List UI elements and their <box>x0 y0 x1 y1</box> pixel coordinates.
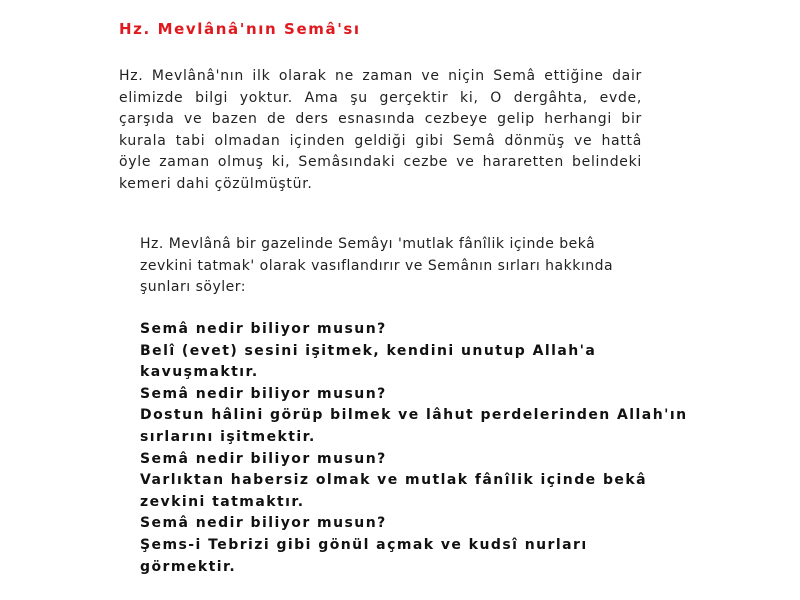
lead-line: zevkini tatmak' olarak vasıflandırır ve Semânın sırları hakkında <box>140 257 614 274</box>
lead-paragraph <box>140 234 620 299</box>
poem-line: görmektir. <box>140 558 237 575</box>
poem-line: kavuşmaktır. <box>140 364 259 381</box>
poem-block <box>140 319 700 578</box>
intro-line: elimizde bilgi yoktur. Ama şu gerçektir ki, O dergâhta, evde, <box>119 89 642 106</box>
intro-line: öyle zaman olmuş ki, Semâsındaki cezbe ve hararetten belindeki <box>119 154 642 170</box>
page-title: Hz. Mevlânâ'nın Semâ'sı <box>119 20 361 38</box>
poem-line: Belî (evet) sesini işitmek, kendini unutup Allah'a <box>140 342 597 359</box>
poem-line: Dostun hâlini görüp bilmek ve lâhut perdelerinden Allah'ın <box>140 407 688 424</box>
poem-line: Semâ nedir biliyor musun? <box>140 385 387 402</box>
intro-line: Hz. Mevlânâ'nın ilk olarak ne zaman ve niçin Semâ ettiğine dair <box>119 68 642 84</box>
poem-line: Semâ nedir biliyor musun? <box>140 515 387 532</box>
intro-paragraph <box>119 66 642 195</box>
poem-line: sırlarını işitmektir. <box>140 428 316 445</box>
lead-line: şunları söyler: <box>140 279 246 295</box>
intro-line: çarşıda ve bazen de ders esnasında cezbeye gelip herhangi bir <box>119 111 642 127</box>
intro-line: kemeri dahi çözülmüştür. <box>119 175 313 192</box>
intro-line: kurala tabi olmadan içinden geldiği gibi Semâ dönmüş ve hattâ <box>119 132 642 149</box>
poem-line: Şems-i Tebrizi gibi gönül açmak ve kudsî nurları <box>140 536 588 553</box>
lead-line: Hz. Mevlânâ bir gazelinde Semâyı 'mutlak fânîlik içinde bekâ <box>140 236 596 252</box>
poem-line: Varlıktan habersiz olmak ve mutlak fânîlik içinde bekâ <box>140 472 648 489</box>
poem-line: zevkini tatmaktır. <box>140 493 305 510</box>
poem-line: Semâ nedir biliyor musun? <box>140 450 387 467</box>
poem-line: Semâ nedir biliyor musun? <box>140 321 387 337</box>
